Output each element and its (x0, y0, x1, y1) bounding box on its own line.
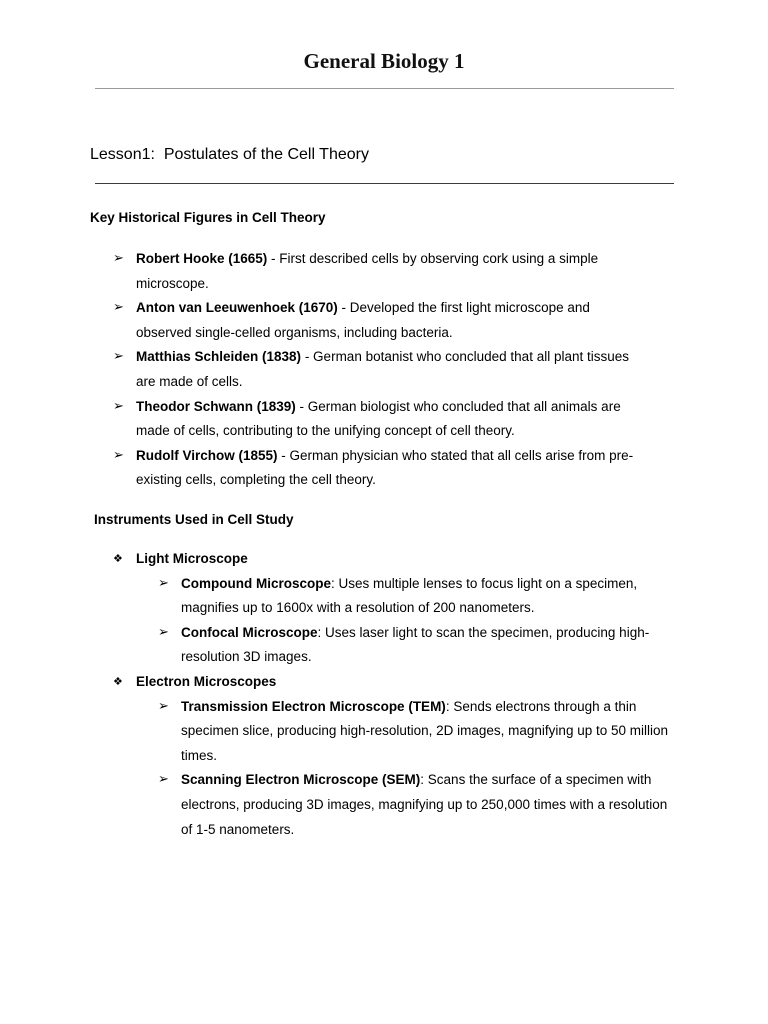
arrowhead-icon: ➢ (158, 624, 169, 640)
list-item-text (181, 621, 679, 670)
instrument-description: : Uses multiple lenses to focus light on a specimen, magnifies up to 1600x with a resolution of 200 nanometers. (181, 575, 638, 616)
arrowhead-icon: ➢ (158, 575, 169, 591)
instrument-description: : Sends electrons through a thin specimen slice, producing high-resolution, 2D images, magnifying up to 50 million times. (181, 698, 669, 763)
category-name (136, 547, 636, 572)
list-item-text (136, 296, 636, 345)
figure-name: Robert Hooke (1665) (136, 251, 268, 266)
arrowhead-icon: ➢ (113, 251, 124, 266)
historical-figures-list (0, 247, 768, 493)
figure-name: Anton van Leeuwenhoek (1670) (136, 300, 338, 316)
instrument-name: Compound Microscope (181, 575, 332, 591)
instrument-name: Confocal Microscope (181, 624, 318, 640)
figure-description: - German physician who stated that all cells arise from pre-existing cells, completing the cell theory. (136, 447, 634, 488)
list-item (0, 444, 768, 493)
section-heading-historical-figures: Key Historical Figures in Cell Theory (90, 210, 326, 225)
arrowhead-icon: ➢ (158, 698, 169, 714)
instruments-list (0, 547, 768, 842)
list-item-text (136, 345, 636, 394)
arrowhead-icon: ➢ (113, 447, 124, 463)
figure-name: Matthias Schleiden (1838) (136, 349, 302, 365)
figure-description: - German botanist who concluded that all plant tissues are made of cells. (136, 349, 629, 389)
document-title: General Biology 1 (303, 49, 465, 73)
list-item (0, 572, 768, 621)
category-label: Light Microscope (136, 551, 248, 566)
figure-name: Theodor Schwann (1839) (136, 398, 296, 414)
arrowhead-icon: ➢ (113, 398, 124, 414)
list-item (0, 247, 768, 296)
arrowhead-icon: ➢ (113, 300, 124, 316)
category-label: Electron Microscopes (136, 673, 277, 689)
header-divider (95, 88, 674, 89)
list-item (0, 395, 768, 444)
list-item (0, 621, 768, 670)
instrument-category (0, 547, 768, 572)
figure-description: - German biologist who concluded that all animals are made of cells, contributing to the unifying concept of cell theory. (136, 398, 621, 439)
instrument-name: Scanning Electron Microscope (SEM) (181, 772, 421, 788)
list-item-text (181, 768, 679, 842)
instrument-description: : Uses laser light to scan the specimen, producing high-resolution 3D images. (181, 624, 650, 665)
diamond-bullet-icon: ❖ (113, 674, 123, 688)
arrowhead-icon: ➢ (113, 349, 124, 365)
list-item (0, 768, 768, 842)
instrument-description: : Scans the surface of a specimen with electrons, producing 3D images, magnifying up to 250,000 times with a resolution of 1-5 nanometers. (181, 772, 668, 837)
list-item-text (136, 247, 636, 296)
category-name (136, 670, 636, 695)
arrowhead-icon: ➢ (158, 772, 169, 788)
list-item-text (181, 572, 679, 621)
figure-name: Rudolf Virchow (1855) (136, 447, 278, 463)
lesson-divider (95, 183, 674, 184)
list-item-text (136, 444, 636, 493)
figure-description: - Developed the first light microscope and observed single-celled organisms, including bacteria. (136, 300, 590, 340)
list-item-text (181, 695, 679, 769)
instrument-name: Transmission Electron Microscope (TEM) (181, 698, 446, 714)
lesson-title: Lesson1: Postulates of the Cell Theory (90, 146, 369, 163)
list-item-text (136, 395, 636, 444)
instrument-category (0, 670, 768, 695)
list-item (0, 296, 768, 345)
figure-description: - First described cells by observing cork using a simple microscope. (136, 251, 599, 291)
section-heading-instruments: Instruments Used in Cell Study (94, 512, 294, 527)
list-item (0, 695, 768, 769)
diamond-bullet-icon: ❖ (113, 552, 123, 565)
list-item (0, 345, 768, 394)
